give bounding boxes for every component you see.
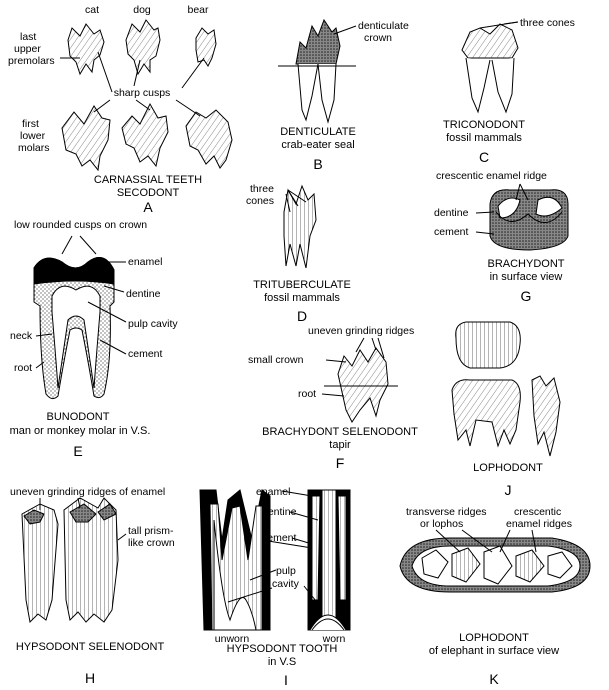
elephant-lophodont-tooth xyxy=(400,530,590,592)
caption-b-2: crab-eater seal xyxy=(281,139,355,151)
lophodont-teeth xyxy=(452,322,560,456)
panel-letter-i: I xyxy=(284,672,288,688)
caption-g-2: in surface view xyxy=(489,271,563,283)
caption-c-2: fossil mammals xyxy=(446,132,522,144)
caption-d-2: fossil mammals xyxy=(264,292,340,304)
label-dentine-e: dentine xyxy=(126,288,161,300)
panel-letter-e: E xyxy=(73,443,83,459)
label-worn: worn xyxy=(322,633,346,645)
caption-f-2: tapir xyxy=(329,439,351,451)
hypsodont-selenodont-teeth xyxy=(22,498,126,622)
panel-letter-b: B xyxy=(313,156,323,172)
panel-letter-d: D xyxy=(296,308,308,324)
label-root-f: root xyxy=(298,388,317,400)
label-dentine-g: dentine xyxy=(434,207,469,219)
label-first-lower-3: molars xyxy=(18,142,50,154)
label-three-cones-c: three cones xyxy=(520,17,575,29)
caption-j: LOPHODONT xyxy=(473,462,543,474)
sharp-cusps-pointer xyxy=(98,52,112,92)
label-pulp-i: pulp xyxy=(276,565,296,577)
label-or-lophos: or lophos xyxy=(420,518,464,530)
label-last-upper-1: last xyxy=(20,31,37,43)
sharp-cusps-pointer xyxy=(176,100,200,116)
label-first-lower-2: lower xyxy=(20,130,46,142)
caption-a-2: SECODONT xyxy=(116,187,180,199)
caption-k-1: LOPHODONT xyxy=(459,632,529,644)
label-enamel-i: enamel xyxy=(256,486,291,498)
label-last-upper-2: upper xyxy=(14,43,41,55)
sharp-cusps-pointer xyxy=(136,100,150,110)
caption-i-1: HYPSODONT TOOTH xyxy=(226,643,338,655)
label-cement-g: cement xyxy=(434,226,469,238)
panel-letter-f: F xyxy=(335,455,345,471)
panel-letter-g: G xyxy=(520,288,532,304)
caption-d-1: TRITUBERCULATE xyxy=(253,279,351,291)
caption-g-1: BRACHYDONT xyxy=(487,258,565,270)
carnassial-lower-bear xyxy=(186,110,232,168)
label-bear: bear xyxy=(187,4,209,16)
label-tall-prism-2: like crown xyxy=(128,537,175,549)
label-cement-i: cement xyxy=(262,532,297,544)
panel-letter-k: K xyxy=(489,671,499,687)
panel-letter-j: J xyxy=(504,482,512,498)
bunodont-tooth xyxy=(34,236,126,399)
label-tall-prism-1: tall prism- xyxy=(128,525,174,537)
label-enamel-e: enamel xyxy=(128,256,163,268)
label-small-crown: small crown xyxy=(248,354,304,366)
sharp-cusps-pointer xyxy=(94,100,110,112)
carnassial-upper-dog xyxy=(126,20,160,74)
caption-e-1: BUNODONT xyxy=(46,411,110,423)
label-uneven-grinding-ridges-enamel: uneven grinding ridges of enamel xyxy=(10,486,166,498)
caption-c-1: TRICONODONT xyxy=(443,119,525,131)
label-dentine-i: dentine xyxy=(262,506,297,518)
label-three-d: three xyxy=(250,183,274,195)
caption-e-2: man or monkey molar in V.S. xyxy=(9,425,151,437)
label-crescentic-k: crescentic xyxy=(514,506,562,518)
label-denticulate-1: denticulate xyxy=(358,20,409,32)
denticulate-tooth xyxy=(278,20,356,122)
carnassial-upper-bear xyxy=(196,28,216,66)
label-first-lower-1: first xyxy=(22,118,39,130)
label-neck: neck xyxy=(10,330,33,342)
carnassial-lower-dog xyxy=(122,104,168,166)
caption-a-1: CARNASSIAL TEETH xyxy=(93,174,203,186)
label-dog: dog xyxy=(133,4,151,16)
carnassial-upper-cat xyxy=(68,24,104,74)
denticulate-pointer xyxy=(334,26,356,34)
tritubercular-tooth xyxy=(284,186,316,268)
label-crescentic-enamel-ridge: crescentic enamel ridge xyxy=(436,170,547,182)
panel-letter-a: A xyxy=(143,199,153,215)
carnassial-lower-cat xyxy=(62,106,110,170)
label-transverse-ridges: transverse ridges xyxy=(406,506,487,518)
panel-letter-c: C xyxy=(478,149,490,165)
selenodont-tapir-tooth xyxy=(322,338,398,422)
brachydont-surface-tooth xyxy=(476,184,568,250)
label-last-upper-3: premolars xyxy=(8,55,55,67)
label-root-e: root xyxy=(14,362,33,374)
caption-k-2: of elephant in surface view xyxy=(428,645,560,657)
label-unworn: unworn xyxy=(214,633,250,645)
caption-b-1: DENTICULATE xyxy=(280,126,356,138)
panel-letter-h: H xyxy=(84,670,96,686)
label-cement-e: cement xyxy=(128,348,163,360)
label-uneven-grinding-ridges: uneven grinding ridges xyxy=(308,325,415,337)
triconodont-tooth xyxy=(462,22,518,112)
caption-h: HYPSODONT SELENODONT xyxy=(15,641,165,653)
caption-i-2: in V.S xyxy=(267,656,297,668)
label-low-rounded-cusps: low rounded cusps on crown xyxy=(14,219,148,231)
label-cavity-i: cavity xyxy=(272,578,299,590)
label-denticulate-2: crown xyxy=(364,32,393,44)
label-cat: cat xyxy=(84,4,100,16)
label-enamel-ridges-k: enamel ridges xyxy=(506,518,572,530)
label-sharp-cusps: sharp cusps xyxy=(113,87,171,99)
sharp-cusps-pointer xyxy=(182,58,204,88)
caption-f-1: BRACHYDONT SELENODONT xyxy=(262,426,418,438)
label-pulp-cavity: pulp cavity xyxy=(128,318,178,330)
label-cones-d: cones xyxy=(246,195,275,207)
